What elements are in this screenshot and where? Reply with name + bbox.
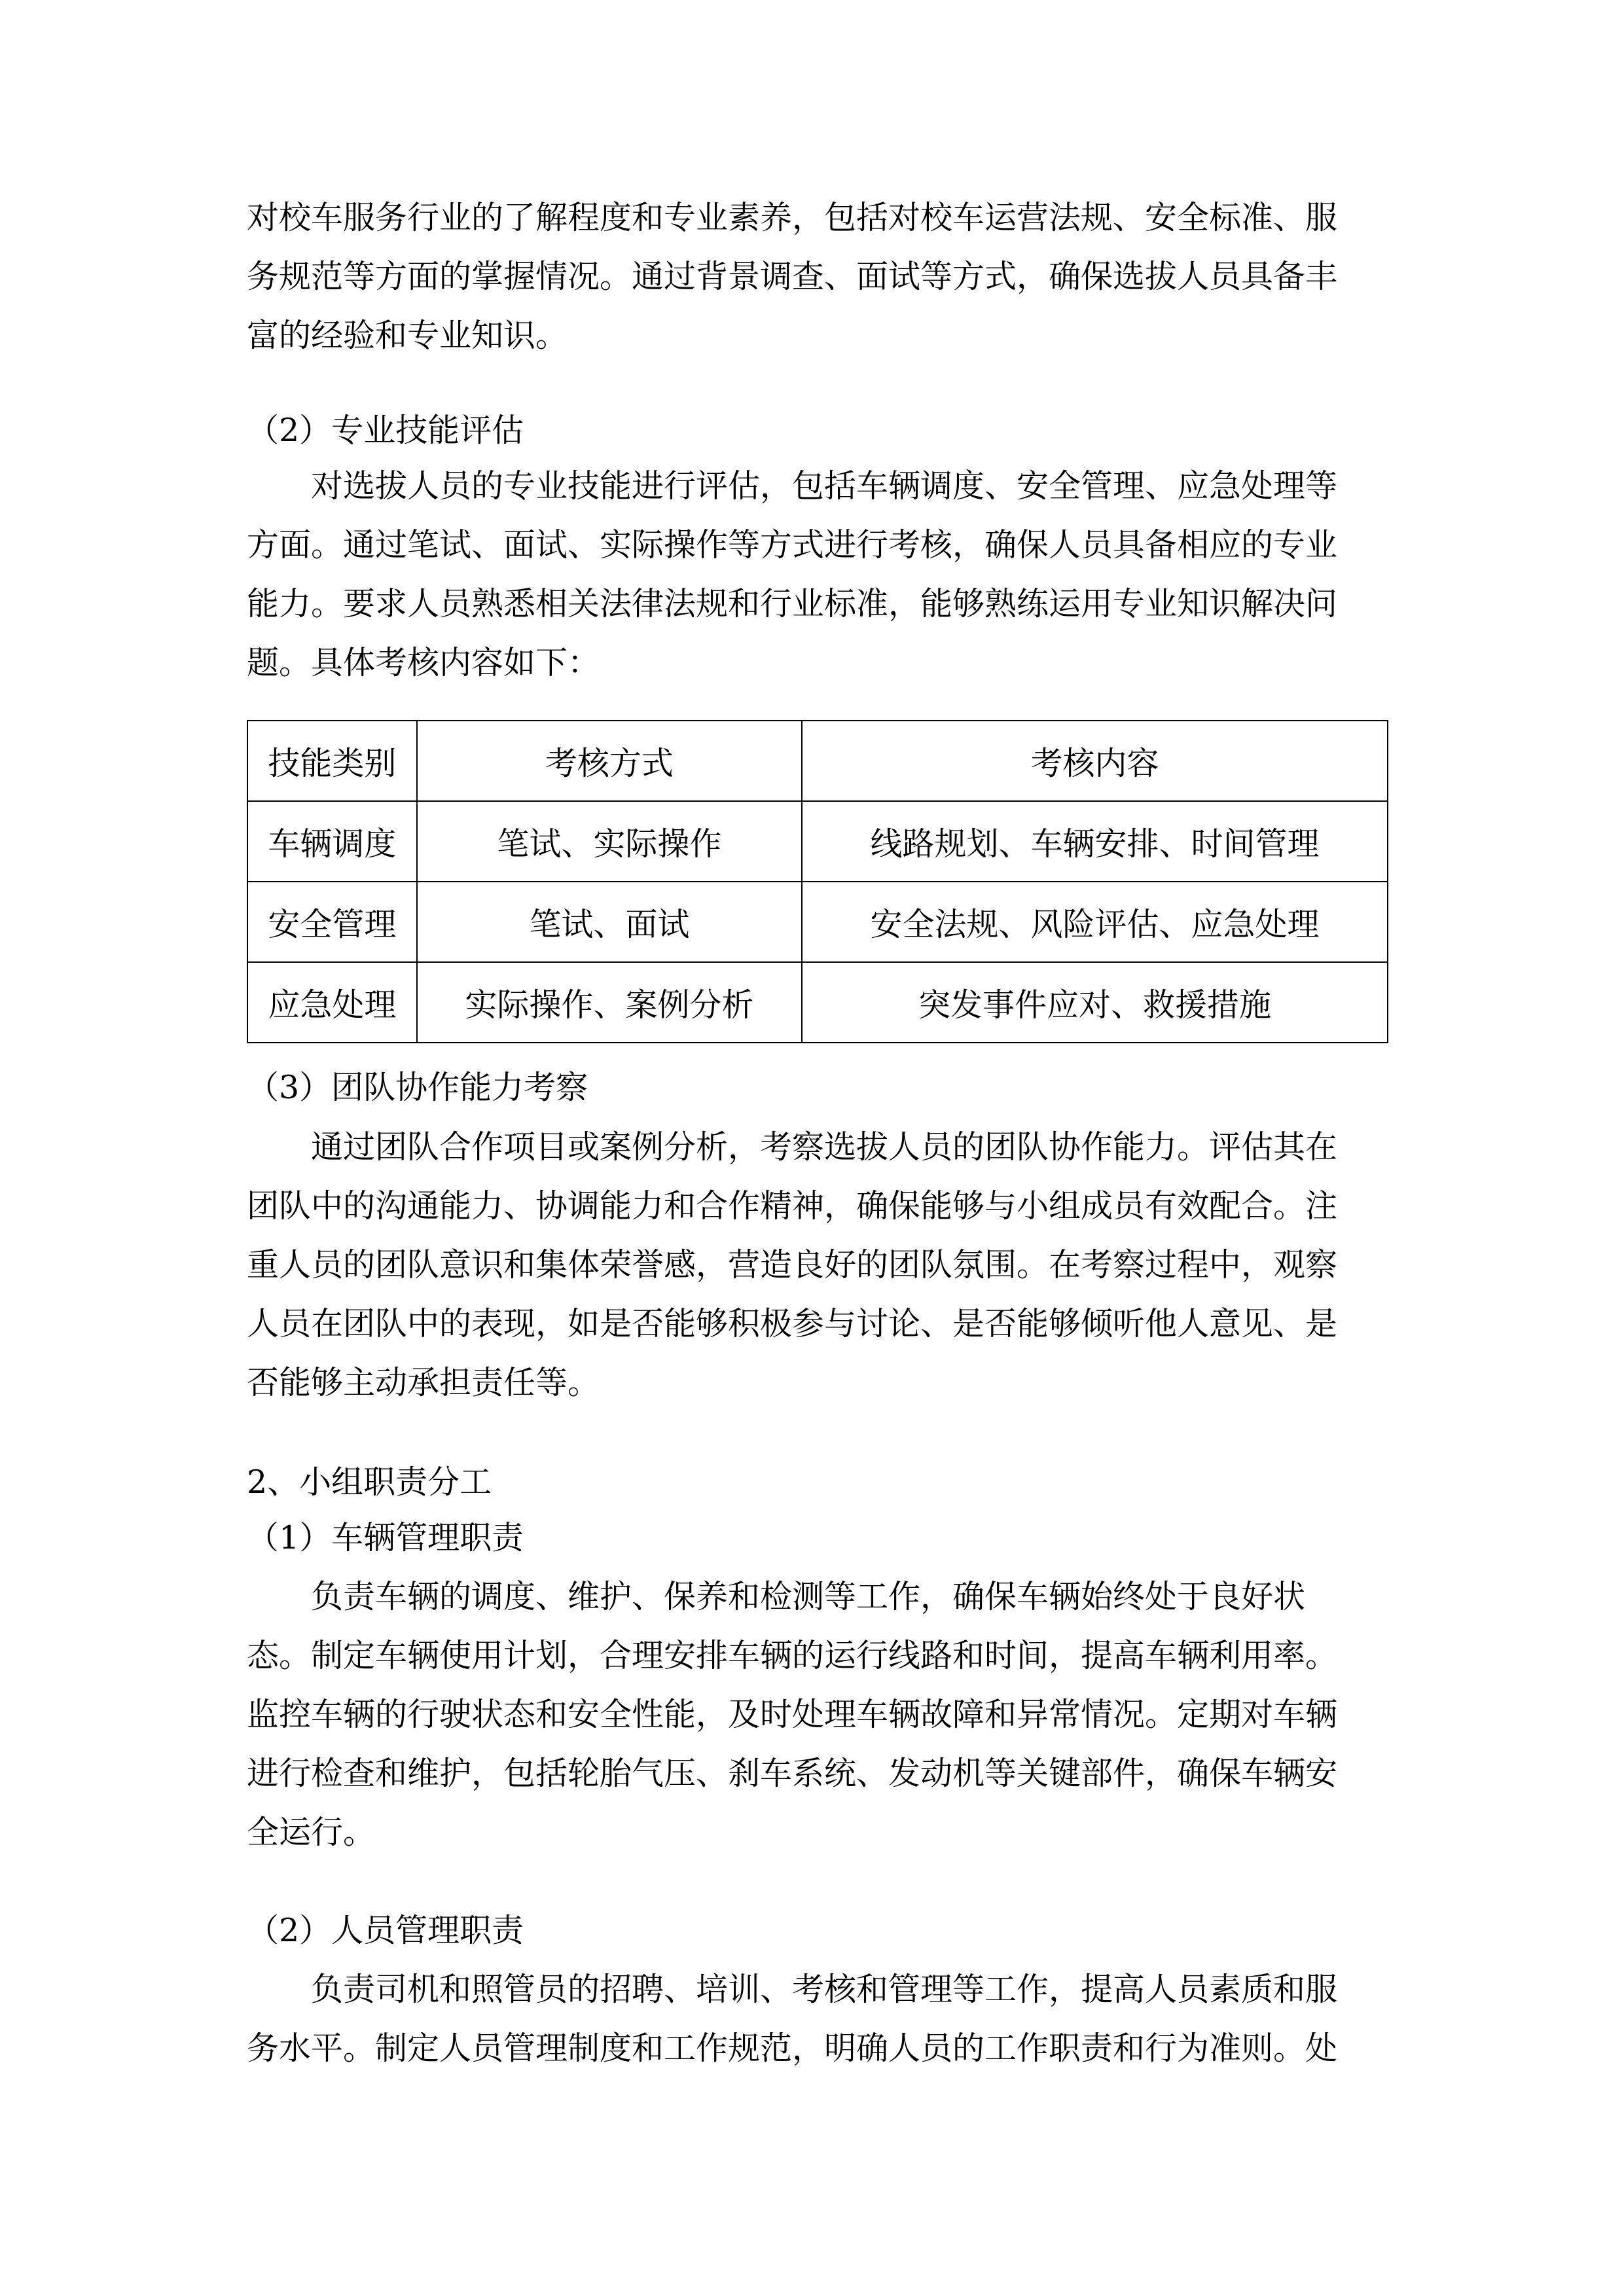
section-heading: （2）专业技能评估 [247, 412, 524, 449]
paragraph-line: 进行检查和维护，包括轮胎气压、刹车系统、发动机等关键部件，确保车辆安 [247, 1755, 1338, 1792]
vehicle-management-paragraph [247, 1568, 1387, 1862]
table-row [247, 801, 1388, 882]
paragraph-line: 能力。要求人员熟悉相关法律法规和行业标准，能够熟练运用专业知识解决问 [247, 585, 1338, 622]
paragraph-line: 重人员的团队意识和集体荣誉感，营造良好的团队氛围。在考察过程中，观察 [247, 1246, 1338, 1283]
personnel-management-paragraph [247, 1960, 1387, 2078]
table-cell: 车辆调度 [247, 801, 417, 882]
table-cell: 安全管理 [247, 882, 417, 962]
table-header-cell: 技能类别 [247, 721, 417, 801]
paragraph-line: 监控车辆的行驶状态和安全性能，及时处理车辆故障和异常情况。定期对车辆 [247, 1696, 1338, 1733]
table-cell: 笔试、面试 [417, 882, 802, 962]
paragraph-line: 对校车服务行业的了解程度和专业素养，包括对校车运营法规、安全标准、服 [247, 199, 1338, 236]
paragraph-line: 务水平。制定人员管理制度和工作规范，明确人员的工作职责和行为准则。处 [247, 2030, 1338, 2067]
section-heading: （2）人员管理职责 [247, 1912, 524, 1949]
paragraph-line: 方面。通过笔试、面试、实际操作等方式进行考核，确保人员具备相应的专业 [247, 526, 1338, 564]
section-heading: （3）团队协作能力考察 [247, 1069, 588, 1106]
table-cell: 笔试、实际操作 [417, 801, 802, 882]
table-cell: 线路规划、车辆安排、时间管理 [802, 801, 1388, 882]
skill-evaluation-paragraph [247, 457, 1387, 692]
table-cell: 应急处理 [247, 962, 417, 1043]
paragraph-line: 人员在团队中的表现，如是否能够积极参与讨论、是否能够倾听他人意见、是 [247, 1305, 1338, 1342]
teamwork-paragraph [247, 1118, 1387, 1412]
table-header-cell: 考核方式 [417, 721, 802, 801]
paragraph-line: 团队中的沟通能力、协调能力和合作精神，确保能够与小组成员有效配合。注 [247, 1187, 1338, 1225]
table-header-cell: 考核内容 [802, 721, 1388, 801]
paragraph-line: 富的经验和专业知识。 [247, 317, 568, 354]
assessment-table [247, 720, 1388, 1043]
paragraph-line: 务规范等方面的掌握情况。通过背景调查、面试等方式，确保选拔人员具备丰 [247, 258, 1338, 295]
paragraph-line: 对选拔人员的专业技能进行评估，包括车辆调度、安全管理、应急处理等 [311, 467, 1338, 505]
paragraph-line: 否能够主动承担责任等。 [247, 1364, 600, 1401]
paragraph-line: 通过团队合作项目或案例分析，考察选拔人员的团队协作能力。评估其在 [311, 1128, 1338, 1166]
paragraph-line: 全运行。 [247, 1814, 376, 1851]
table-row [247, 962, 1388, 1043]
table-cell: 实际操作、案例分析 [417, 962, 802, 1043]
paragraph-line: 负责车辆的调度、维护、保养和检测等工作，确保车辆始终处于良好状 [311, 1578, 1306, 1615]
table-cell: 突发事件应对、救援措施 [802, 962, 1388, 1043]
paragraph-line: 负责司机和照管员的招聘、培训、考核和管理等工作，提高人员素质和服 [311, 1971, 1338, 2008]
paragraph-line: 题。具体考核内容如下： [247, 644, 600, 681]
table-cell: 安全法规、风险评估、应急处理 [802, 882, 1388, 962]
table-header-row [247, 721, 1388, 801]
table-row [247, 882, 1388, 962]
section-heading: （1）车辆管理职责 [247, 1519, 524, 1556]
paragraph-line: 态。制定车辆使用计划，合理安排车辆的运行线路和时间，提高车辆利用率。 [247, 1637, 1338, 1674]
intro-paragraph [247, 188, 1387, 365]
section-heading: 2、小组职责分工 [247, 1463, 492, 1501]
